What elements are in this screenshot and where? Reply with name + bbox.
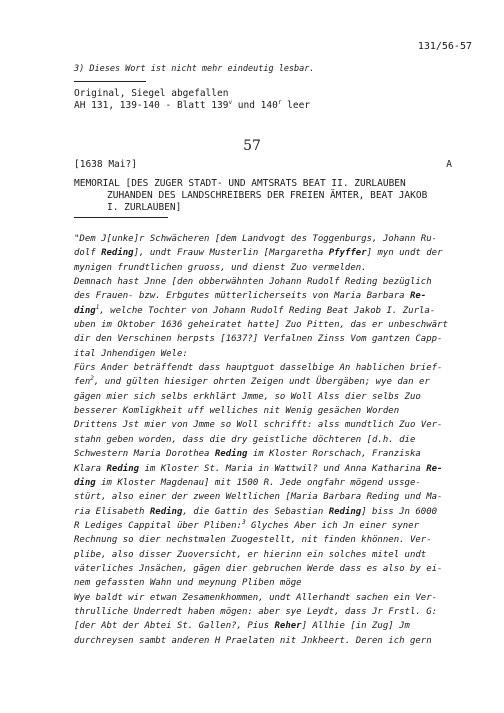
text-segment: [der Abt der Abtei St. Gallen?, Pius xyxy=(74,621,275,632)
body-line xyxy=(74,533,464,547)
text-segment: thrulliche Underredt haben mögen: aber sye Leydt, dass Jr Frstl. G: xyxy=(74,606,438,617)
text-segment: "Dem J[unke]r Schwächeren [dem Landvogt des Toggenburgs, Johann Ru- xyxy=(74,234,438,244)
document-number: 57 xyxy=(243,138,261,154)
text-segment: durchreysen sambt anderen H Praelaten nit Jnkheert. Deren ich gern xyxy=(74,635,432,646)
bold-name: Pfyffer xyxy=(328,248,367,259)
body-line xyxy=(74,605,464,619)
text-segment: gägen mier sich selbs erkhlärt Jmme, so Woll Alss dier selbs Zuo xyxy=(74,391,421,402)
text-segment: , die Gattin des Sebastian xyxy=(182,506,329,517)
text-segment: dolf xyxy=(74,248,102,259)
title-line-3: I. ZURLAUBEN] xyxy=(107,202,182,213)
title-line-2: ZUHANDEN DES LANDSCHREIBERS DER FREIEN ÄMTER, BEAT JAKOB xyxy=(107,190,428,201)
body-line xyxy=(74,289,464,303)
body-line xyxy=(74,246,464,260)
text-segment: ] biss Jn 6000 xyxy=(361,506,438,517)
body-line xyxy=(74,418,464,432)
bold-name: Re- xyxy=(409,291,427,302)
text-segment: im Kloster Rorschach, Franziska xyxy=(247,449,421,460)
body-line xyxy=(74,361,464,375)
body-line xyxy=(74,275,464,289)
footnote-ref: 2 xyxy=(90,375,94,383)
text-segment: , und gülten hiesiger ohrten Zeigen undt Übergäben; wye dan er xyxy=(93,377,430,388)
body-line xyxy=(74,476,464,490)
text-segment: Wye baldt wir etwan Zesamenkhommen, undt Allerhandt sachen ein Ver- xyxy=(74,592,438,603)
text-segment: ] myn undt der xyxy=(366,248,443,259)
document-letter: A xyxy=(446,159,452,170)
document-title xyxy=(74,178,454,214)
text-segment: ria Elisabeth xyxy=(74,506,150,517)
title-line-1: MEMORIAL [DES ZUGER STADT- UND AMTSRATS BEAT II. ZURLAUBEN xyxy=(74,178,406,189)
body-line xyxy=(74,318,464,332)
body-line xyxy=(74,347,464,361)
text-segment: R Lediges Cappital über Pliben: xyxy=(74,520,242,531)
bold-name: Reding xyxy=(149,506,183,517)
text-segment: Klara xyxy=(74,463,107,474)
body-line xyxy=(74,390,464,404)
body-line xyxy=(74,462,464,476)
bold-name: Reding xyxy=(214,449,248,460)
body-line xyxy=(74,576,464,590)
body-line xyxy=(74,562,464,576)
text-segment: mynigen frundtlichen gruoss, und dienst Zuo vermelden. xyxy=(74,262,367,273)
document-date: [1638 Mai?] xyxy=(74,159,137,170)
text-segment: ] Allhie [in Zug] Jm xyxy=(301,621,410,632)
text-segment: Fürs Ander beträffendt dass hauptguot dasselbige An hablichen brief- xyxy=(74,363,443,374)
bold-name: Reding xyxy=(101,248,134,259)
text-segment: Glyches Aber ich Jn einer syner xyxy=(245,520,419,531)
text-segment: dir den Verschinen herpsts [1637?] Verfalnen Zinss Vom gantzen Capp- xyxy=(74,334,443,345)
text-segment: stürt, also einer der zween Weltlichen [Maria Barbara Reding und Ma- xyxy=(74,492,443,503)
source-line-1: Original, Siegel abgefallen xyxy=(74,88,229,99)
text-segment: väterliches Jnsächen, gägen dier gebruchen Werde dass es also by ei- xyxy=(74,563,443,574)
text-segment: im Kloster St. Maria in Wattwil? und Anna Katharina xyxy=(139,463,427,474)
text-segment: fen xyxy=(74,377,91,388)
bold-name: Reher xyxy=(274,621,302,632)
text-segment: Rechnung so dier nechstmalen Zuogestellt, nit finden khönnen. Ver- xyxy=(74,535,432,546)
body-line xyxy=(74,332,464,346)
text-segment: des Frauen- bzw. Erbgutes mütterlicherseits von Maria Barbara xyxy=(74,291,410,302)
body-line xyxy=(74,404,464,418)
bold-name: Reding xyxy=(328,506,362,517)
page-reference: 131/56-57 xyxy=(417,41,472,52)
footnote-ref: 1 xyxy=(95,303,100,311)
source-note xyxy=(74,88,310,112)
body-line xyxy=(74,548,464,562)
text-segment: Demnach hast Jnne [den obberwähnten Johann Rudolf Reding bezüglich xyxy=(74,277,432,288)
title-divider xyxy=(74,217,168,218)
body-line xyxy=(74,490,464,504)
text-segment: besserer Komligkheit uff welliches nit Wenig gesächen Worden xyxy=(74,406,400,417)
body-line xyxy=(74,619,464,633)
source-line-2: AH 131, 139-140 - Blatt 139$^v$ und 140$^r$ leer xyxy=(74,98,311,111)
text-segment: , welche Tochter von Johann Rudolf Reding Beat Jakob I. Zurla- xyxy=(99,305,436,316)
bold-name: ding xyxy=(74,477,96,488)
body-line xyxy=(74,447,464,461)
text-segment: im Kloster Magdenau] mit 1500 R. Jede ongfahr mögend ussge- xyxy=(95,477,421,488)
bold-name: Re- xyxy=(426,463,443,474)
document-body xyxy=(74,232,464,648)
previous-footnote: 3) Dieses Wort ist nicht mehr eindeutig lesbar. xyxy=(74,64,315,74)
body-line xyxy=(74,505,464,519)
footnote-ref: 3 xyxy=(241,518,246,526)
text-segment: Schwestern Maria Dorothea xyxy=(74,449,215,460)
text-segment: ital Jnhendigen Wele: xyxy=(74,348,188,359)
body-line xyxy=(74,304,464,318)
text-segment: plibe, also disser Zuoversicht, er hierinn ein solches mitel undt xyxy=(74,549,427,560)
body-line xyxy=(74,232,464,246)
footnote-divider xyxy=(74,81,146,82)
body-line xyxy=(74,261,464,275)
text-segment: nem gefassten Wahn und meynung Pliben möge xyxy=(74,578,302,589)
body-line xyxy=(74,634,464,648)
text-segment: stahn geben worden, dass die dry geistliche döchteren [d.h. die xyxy=(74,434,416,445)
text-segment: Drittens Jst mier von Jmme so Woll schrifft: alss mundtlich Zuo Ver- xyxy=(74,420,443,431)
text-segment: uben im Oktober 1636 geheiratet hatte] Zuo Pitten, das er unbeschwärt xyxy=(74,320,448,331)
body-line xyxy=(74,591,464,605)
bold-name: Reding xyxy=(106,463,140,474)
body-line xyxy=(74,519,464,533)
body-line xyxy=(74,433,464,447)
body-line xyxy=(74,375,464,389)
bold-name: ding xyxy=(74,305,96,316)
text-segment: ], undt Frauw Musterlin [Margaretha xyxy=(133,248,329,259)
